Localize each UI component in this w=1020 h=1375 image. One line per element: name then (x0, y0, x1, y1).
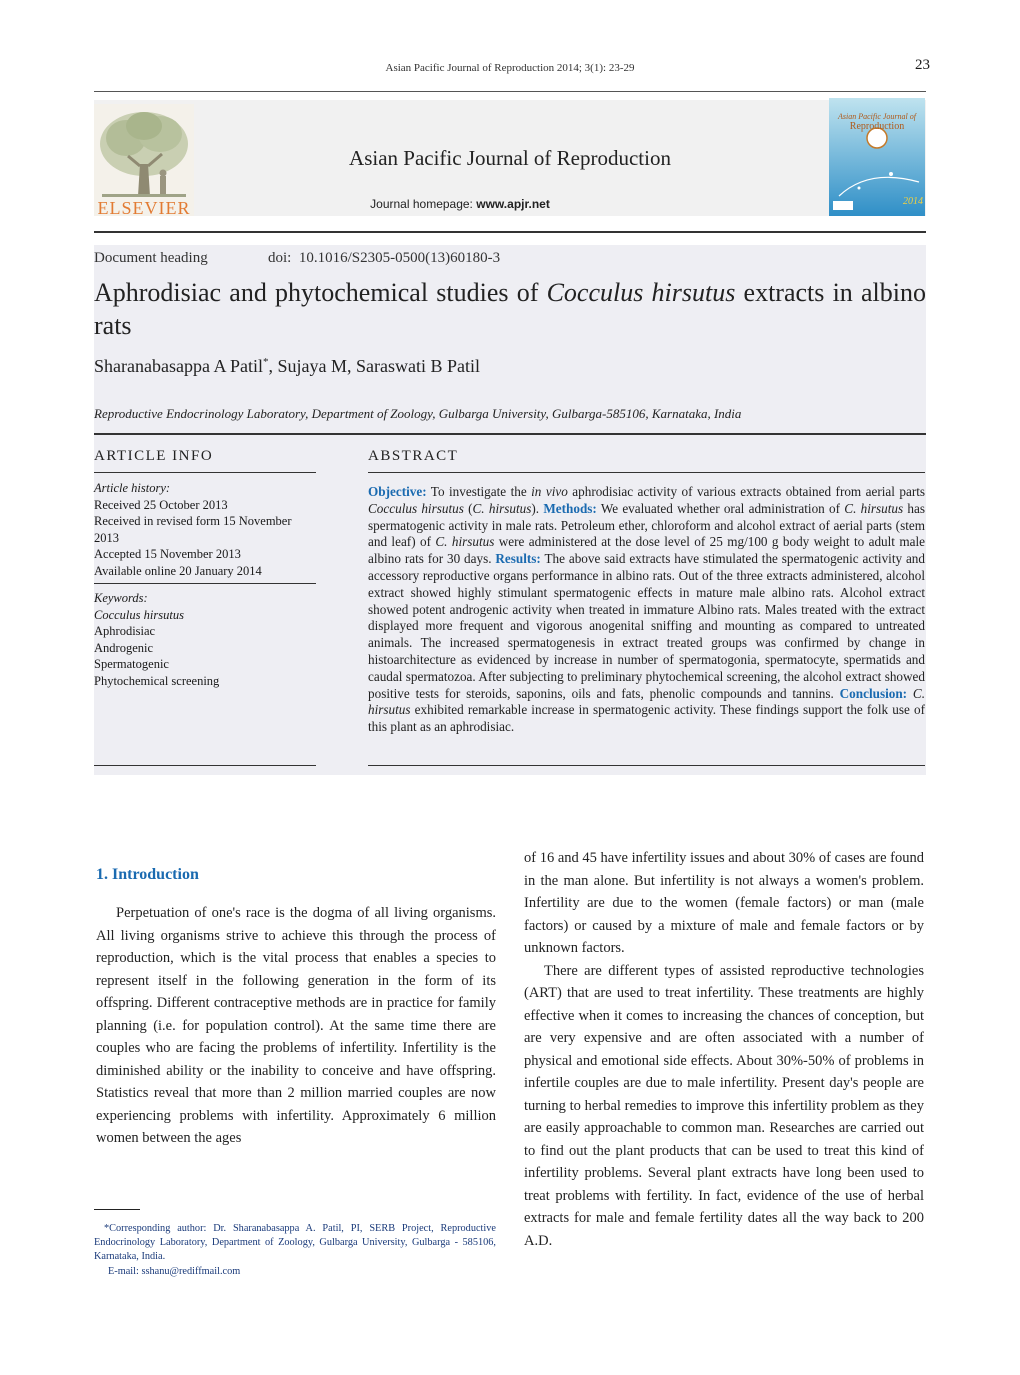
page-number: 23 (915, 57, 930, 73)
abstract-text: in vivo (531, 484, 568, 499)
introduction-paragraph: There are different types of assisted reproductive technologies (ART) that are used to treat infertility. These treatments are highly effective when it comes to increasing the chances of conception, but are very expensive and are often associated with a number of physical and emotional side effects. About 30%-50% of problems in infertile couples are due to male infertility. Present day's people are turning to herbal remedies to improve this infertility problem as they are easily approachable to common man. Researches are carried out to find out the plant products that can be used to treat this kind of infertility problems. Several plant extracts have long been used to treat problems with fertility. In fact, evidence of the use of herbal extracts for male and female fertility dates all the way back to 200 A.D. (524, 962, 924, 1249)
abstract-species: C. hirsutus (435, 534, 495, 550)
corresponding-footnote (94, 1222, 496, 1279)
abstract-body (368, 484, 925, 736)
abstract-text: has spermatogenic activity in male rats. Petroleum ether, chloroform and alcohol extract of aerial parts (stem and leaf) of (368, 500, 925, 550)
article-info-heading: ARTICLE INFO (94, 448, 214, 464)
author-first: Sharanabasappa A Patil (94, 356, 263, 376)
abstract-rule (368, 472, 925, 473)
introduction-paragraph: Perpetuation of one's race is the dogma of all living organisms. All living organisms strive to achieve this through the process of reproduction, which is the vital process that enables a species to represent itself in the following generation in the form of its offspring. Different contraceptive methods are in practice for family planning (i.e. for population control). At the same time there are couples who are facing the problems of infertility. Infertility is the diminished ability or the inability to conceive and have offspring. Statistics reveal that more than 2 million married couples are now experiencing problems with infertility. Approximately 6 million women between the ages (96, 905, 496, 1146)
abstract-bottom-rule (368, 765, 925, 766)
introduction-left-column (96, 902, 496, 1150)
abstract-text: To investigate the (426, 484, 532, 499)
journal-homepage (200, 197, 720, 211)
corresponding-mark: * (262, 356, 269, 368)
running-head: Asian Pacific Journal of Reproduction 2014; 3(1): 23-29 (385, 62, 635, 74)
document-heading: Document heading (94, 250, 208, 266)
abstract-text: were administered at the dose level of 25 mg/100 g body weight to adult male albino rats for 30 days. (368, 534, 925, 567)
affiliation: Reproductive Endocrinology Laboratory, Department of Zoology, Gulbarga University, Gulbarga-585106, Karnataka, India (94, 406, 742, 421)
doi (268, 250, 500, 267)
email-link[interactable]: sshanu@rediffmail.com (141, 1265, 241, 1277)
abstract-text: We evaluated whether oral administration of (596, 500, 845, 516)
abstract-text: ( (463, 500, 473, 516)
homepage-label: Journal homepage: (370, 197, 473, 211)
article-title (94, 276, 926, 342)
top-rule (94, 91, 926, 92)
cover-title-line2: Reproduction (849, 121, 905, 132)
author-list (94, 356, 480, 377)
footnote-email (94, 1265, 496, 1279)
history-rule (94, 583, 316, 584)
keywords-label: Keywords: (94, 591, 148, 605)
article-info-bottom-rule (94, 765, 316, 766)
abstract-species: C. hirsutus (472, 500, 532, 516)
introduction-heading: 1. Introduction (96, 866, 199, 883)
publisher-wordmark: ELSEVIER (97, 198, 191, 218)
keyword-item: Spermatogenic (94, 657, 169, 671)
history-online: Available online 20 January 2014 (94, 563, 262, 578)
history-revised: Received in revised form 15 November 2013 (94, 514, 292, 545)
article-history (94, 480, 316, 579)
title-part2: extracts in albino rats (94, 278, 926, 340)
abstract-text: exhibited remarkable increase in spermatogenic activity. These findings support the folk use of this plant as an aphrodisiac. (368, 702, 925, 735)
author-rest: , Sujaya M, Saraswati B Patil (268, 356, 480, 376)
introduction-right-column (524, 847, 924, 1252)
affiliation-rule (94, 433, 926, 435)
corresponding-author: *Corresponding author: Dr. Sharanabasappa A. Patil, PI, SERB Project, Reproductive Endocrinology Laboratory, Department of Zoology, Gulbarga University, Gulbarga - 585106, Karnataka, India. (94, 1223, 496, 1263)
homepage-url[interactable]: www.apjr.net (476, 197, 550, 211)
masthead-rule (94, 231, 926, 233)
abstract-heading: ABSTRACT (368, 448, 459, 464)
title-part1: Aphrodisiac and phytochemical studies of (94, 278, 547, 307)
abstract-species: Cocculus hirsutus (368, 500, 464, 516)
keyword-item: Aphrodisiac (94, 624, 156, 638)
keyword-item: Phytochemical screening (94, 673, 220, 688)
abstract-species: C. hirsutus (368, 685, 926, 718)
cover-year: 2014 (903, 196, 923, 207)
history-accepted: Accepted 15 November 2013 (94, 547, 241, 561)
article-info-rule (94, 472, 316, 473)
abstract-text: ). (531, 500, 540, 516)
doi-label: doi: (268, 250, 292, 266)
keyword-item: Cocculus hirsutus (94, 607, 184, 622)
history-label: Article history: (94, 481, 171, 495)
elsevier-logo (94, 104, 194, 216)
email-label: E-mail: (108, 1265, 139, 1277)
title-species: Cocculus hirsutus (546, 278, 736, 307)
abstract-text: The above said extracts have stimulated the spermatogenic activity and accessory reproductive organs performance in albino rats. Out of the three extracts administered, alcohol extract showed highly stimulant spermatogenic effects in mature male albino rats. Alcohol extract showed potent androgenic activity when treated in immature Albino rats. Males treated with the extract displayed more frequent and vigorous anogenital sniffing and mounting as compared to untreated animals. The increased spermatogenesis in extract treated groups was confirmed by change in histoarchitecture as evidenced by increase in number of spermatogonia, spermatocyte, spermatids and caudal spermatozoa. After subjecting to preliminary phytochemical screening, the alcohol extract showed positive tests for steroids, saponins, oils and fats, phenolic compounds and tannins. (368, 551, 925, 701)
objective-label: Objective: (368, 484, 427, 499)
keyword-item: Androgenic (94, 640, 154, 655)
abstract-text: aphrodisiac activity of various extracts obtained from aerial parts (567, 484, 926, 499)
doi-value[interactable]: 10.1016/S2305-0500(13)60180-3 (298, 250, 501, 266)
history-received: Received 25 October 2013 (94, 497, 228, 512)
introduction-paragraph: of 16 and 45 have infertility issues and about 30% of cases are found in the man alone. But infertility is not always a women's problem. Infertility are due to the women (female factors) or man (male factors) or caused by a mixture of male and female factors or by unknown factors. (524, 850, 924, 956)
keywords (94, 590, 316, 689)
results-label: Results: (495, 551, 541, 567)
journal-cover-thumbnail (829, 98, 925, 216)
footnote-rule (94, 1209, 140, 1210)
cover-title-line1: Asian Pacific Journal of (838, 112, 916, 121)
methods-label: Methods: (543, 500, 597, 516)
journal-name: Asian Pacific Journal of Reproduction (349, 146, 671, 170)
conclusion-label: Conclusion: (839, 685, 908, 701)
abstract-species: C. hirsutus (844, 500, 904, 516)
